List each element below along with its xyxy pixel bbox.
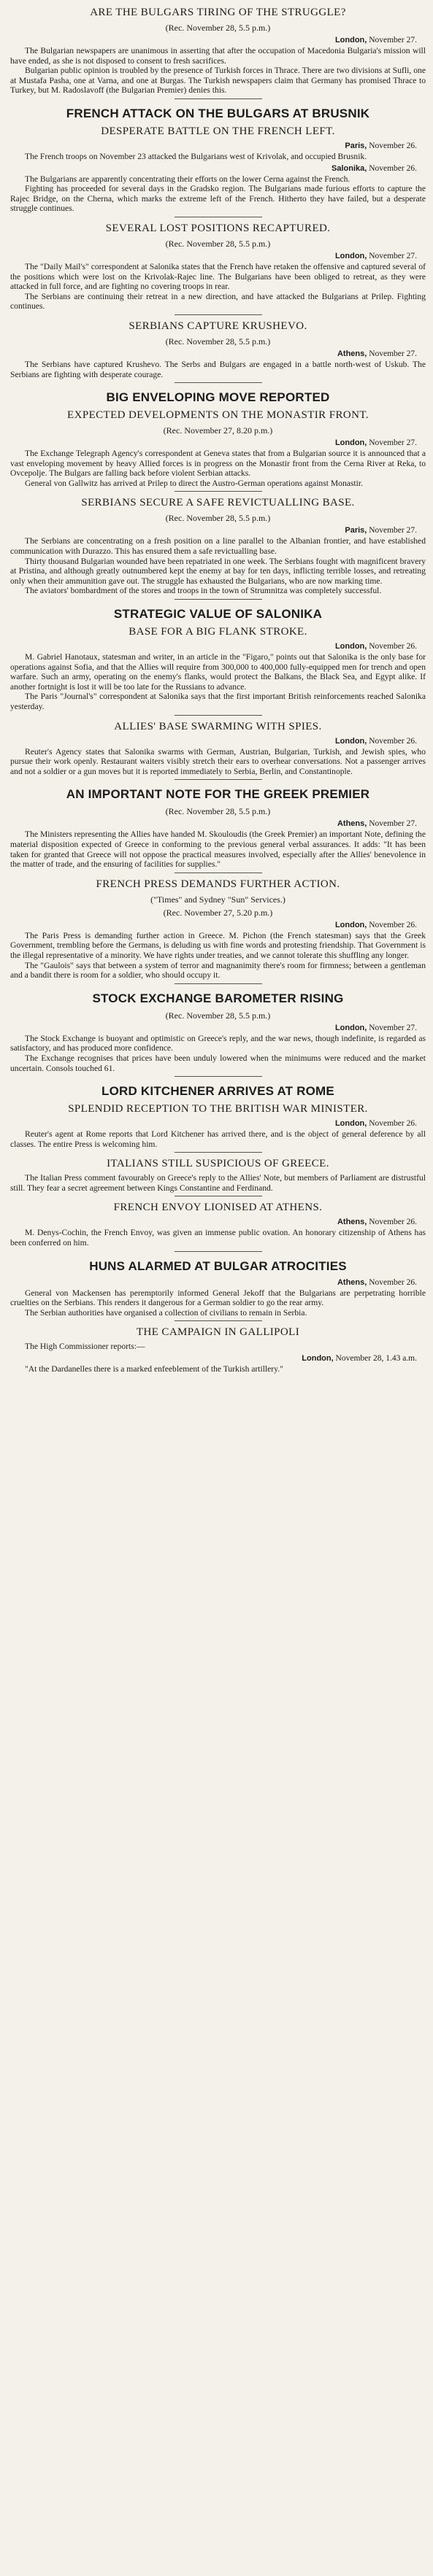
dateline-date: November 27. xyxy=(369,349,417,358)
news-article xyxy=(10,1084,426,1149)
article-paragraph: The "Daily Mail's" correspondent at Salonika states that the French have retaken the offensive and captured several of the positions which were lost on the Krivolak-Rajec line. The Bulgarians have been obliged to retreat, as they were attacked in full force, and are fighting no covering troops in rear. xyxy=(10,261,426,292)
news-article xyxy=(10,107,426,214)
news-article xyxy=(10,1157,426,1193)
dateline-date: November 26. xyxy=(369,163,417,173)
dateline-city: London, xyxy=(302,1354,334,1364)
headline: THE CAMPAIGN IN GALLIPOLI xyxy=(136,1326,300,1339)
dateline xyxy=(10,920,417,930)
dateline-city: Athens, xyxy=(337,1218,367,1227)
section-divider xyxy=(175,779,262,780)
headline: SERBIANS CAPTURE KRUSHEVO. xyxy=(129,320,307,332)
article-paragraph: Fighting has proceeded for several days in the Gradsko region. The Bulgarians made furious efforts to capture the Rajec Bridge, on the Cherna, which marks the extreme left of the French. Hitherto they have failed, but a desperate struggle continues. xyxy=(10,184,426,214)
headline: STOCK EXCHANGE BAROMETER RISING xyxy=(92,991,344,1005)
article-paragraph: The Serbians are concentrating on a fresh position on a line parallel to the Albanian frontier, and have established communication with Durazzo. This has ensured them a safe revictualling base. xyxy=(10,536,426,557)
news-article xyxy=(10,787,426,869)
dateline-city: London, xyxy=(334,36,367,45)
article-paragraph: The Bulgarians are apparently concentrating their efforts on the lower Cerna against the French. xyxy=(25,174,350,184)
dateline xyxy=(10,163,417,174)
dateline-city: Paris, xyxy=(345,526,367,535)
headline: BIG ENVELOPING MOVE REPORTED xyxy=(106,390,330,405)
section-divider xyxy=(175,983,262,984)
received-timestamp: (Rec. November 27, 8.20 p.m.) xyxy=(163,425,273,436)
article-paragraph: Thirty thousand Bulgarian wounded have been repatriated in one week. The Serbians fought with magnificent bravery at Pristina, and although greatly outnumbered kept the enemy at bay for ten days, inflicting terrible losses, and retreating only when their ammunition gave out. The struggle has exhausted the Bulgarians, who are now marking time. xyxy=(10,556,426,586)
dateline-date: November 27. xyxy=(369,819,417,829)
dateline-date: November 26. xyxy=(369,1119,417,1129)
headline: AN IMPORTANT NOTE FOR THE GREEK PREMIER xyxy=(66,787,370,802)
headline: STRATEGIC VALUE OF SALONIKA xyxy=(113,607,323,622)
article-paragraph: The "Gaulois" says that between a system of terror and magnanimity there's room for firmness; between a gentleman and a bandit there is room for a soldier, who should occupy it. xyxy=(10,960,426,980)
news-article xyxy=(10,607,426,712)
dateline-date: November 27. xyxy=(369,526,417,535)
section-divider xyxy=(175,1076,262,1077)
headline: LORD KITCHENER ARRIVES AT ROME xyxy=(101,1084,334,1099)
news-article xyxy=(10,1326,426,1374)
article-paragraph: The Exchange recognises that prices have been unduly lowered when the minimums were reduced and the market uncertain. Consols touched 61. xyxy=(10,1053,426,1073)
article-paragraph: The Ministers representing the Allies have handed M. Skouloudis (the Greek Premier) an important Note, defining the material disposition expected of Greece in conforming to the previous general verbal assurances. It adds: "It has been taken for granted that Greece will not oppose the practical measures involved, especially after the Allies' benevolence in the matter of trade, and the ensuring of facilities for supplies." xyxy=(10,829,426,870)
section-divider xyxy=(175,1152,262,1153)
subheadline: DESPERATE BATTLE ON THE FRENCH LEFT. xyxy=(101,125,335,137)
dateline xyxy=(10,1277,417,1288)
wire-sources: ("Times" and Sydney "Sun" Services.) xyxy=(150,894,286,905)
dateline xyxy=(10,1118,417,1129)
dateline xyxy=(10,525,417,535)
dateline xyxy=(10,819,417,829)
dateline-date: November 27. xyxy=(369,36,417,45)
section-divider xyxy=(175,1320,262,1321)
subheadline: SPLENDID RECEPTION TO THE BRITISH WAR MINISTER. xyxy=(68,1103,368,1115)
dateline xyxy=(10,251,417,261)
article-paragraph: M. Gabriel Hanotaux, statesman and writer, in an article in the "Figaro," points out that Salonika is the only base for operations against Sofia, and that the Allies will require from 300,000 to 400,000 fully-equipped men for trench and open warfare. Such an army, operating on the enemy's flanks, would protect the Balkans, the Black Sea, and Egypt alike. If another fortnight is lost it will be too late for the Russians to advance. xyxy=(10,652,426,692)
section-divider xyxy=(175,314,262,315)
dateline xyxy=(10,141,417,151)
received-timestamp: (Rec. November 28, 5.5 p.m.) xyxy=(165,336,271,347)
article-paragraph: The aviators' bombardment of the stores and troops in the town of Strumnitza was completely successful. xyxy=(25,586,382,596)
headline: HUNS ALARMED AT BULGAR ATROCITIES xyxy=(89,1258,347,1273)
subheadline: BASE FOR A BIG FLANK STROKE. xyxy=(129,626,307,638)
dateline-date: November 27. xyxy=(369,251,417,260)
headline: FRENCH ENVOY LIONISED AT ATHENS. xyxy=(113,1202,323,1214)
dateline-city: Salonika, xyxy=(332,163,367,173)
received-timestamp: (Rec. November 28, 5.5 p.m.) xyxy=(165,238,271,249)
dateline-city: London, xyxy=(334,438,367,448)
news-article xyxy=(10,6,426,96)
news-article xyxy=(10,222,426,312)
dateline-date: November 26. xyxy=(369,920,417,929)
dateline xyxy=(10,1353,417,1364)
article-paragraph: The Stock Exchange is buoyant and optimistic on Greece's reply, and the war news, though indefinite, is regarded as satisfactory, and has produced more confidence. xyxy=(10,1033,426,1053)
article-paragraph: The Serbian authorities have organised a collection of civilians to remain in Serbia. xyxy=(25,1307,307,1318)
dateline xyxy=(10,1023,417,1033)
dateline-date: November 28, 1.43 a.m. xyxy=(335,1354,417,1364)
article-paragraph: General von Mackensen has peremptorily informed General Jekoff that the Bulgarians are perpetrating horrible cruelties on the Serbians. This renders it dangerous for a German soldier to go the rear army. xyxy=(10,1288,426,1308)
article-paragraph: M. Denys-Cochin, the French Envoy, was given an immense public ovation. An honorary citizenship of Athens has been conferred on him. xyxy=(10,1228,426,1248)
article-paragraph: The Serbians are continuing their retreat in a new direction, and have attacked the Bulgarians at Prilep. Fighting continues. xyxy=(10,291,426,312)
dateline-city: London, xyxy=(334,736,367,746)
headline: FRENCH PRESS DEMANDS FURTHER ACTION. xyxy=(96,878,340,890)
article-paragraph: "At the Dardanelles there is a marked enfeeblement of the Turkish artillery." xyxy=(25,1364,283,1374)
news-article xyxy=(10,320,426,379)
received-timestamp: (Rec. November 27, 5.20 p.m.) xyxy=(163,907,273,918)
section-divider xyxy=(175,491,262,492)
news-article xyxy=(10,496,426,596)
dateline-city: Paris, xyxy=(345,141,367,150)
dateline-date: November 26. xyxy=(369,1218,417,1227)
article-paragraph: The Italian Press comment favourably on Greece's reply to the Allies' Note, but members of Parliament are distrustful still. They fear a secret agreement between Kings Constantine and Ferdinand. xyxy=(10,1173,426,1193)
dateline-date: November 26. xyxy=(369,141,417,150)
dateline xyxy=(10,35,417,45)
article-paragraph: Bulgarian public opinion is troubled by the presence of Turkish forces in Thrace. There are two divisions at Sufli, one at Mustafa Pasha, one at Varna, and one at Burgas. The Turkish newspapers claim that Germany has promised Thrace to Turkey, but M. Radoslavoff (the Bulgarian Premier) denies this. xyxy=(10,66,426,96)
news-article xyxy=(10,878,426,980)
section-divider xyxy=(175,1251,262,1252)
headline: ARE THE BULGARS TIRING OF THE STRUGGLE? xyxy=(90,7,346,18)
news-article xyxy=(10,1259,426,1318)
article-intro: The High Commissioner reports:— xyxy=(25,1342,145,1352)
dateline xyxy=(10,1217,417,1227)
news-article xyxy=(10,390,426,488)
article-paragraph: General von Gallwitz has arrived at Prilep to direct the Austro-German operations against Monastir. xyxy=(25,478,363,488)
article-paragraph: The Paris Press is demanding further action in Greece. M. Pichon (the French statesman) says that the Greek Government, trembling before the Germans, is deluding us with fine words and protesting friendship. That Government is the illegal representative of a minority. We have rights under treaties, and we cannot tolerate this shuffling any longer. xyxy=(10,930,426,960)
article-paragraph: The French troops on November 23 attacked the Bulgarians west of Krivolak, and occupied Brusnik. xyxy=(25,151,367,161)
section-divider xyxy=(175,98,262,99)
news-article xyxy=(10,1201,426,1248)
article-paragraph: Reuter's agent at Rome reports that Lord Kitchener has arrived there, and is the object of general deference by all classes. The entire Press is welcoming him. xyxy=(10,1129,426,1149)
dateline xyxy=(10,438,417,448)
dateline-city: Athens, xyxy=(337,1277,367,1287)
received-timestamp: (Rec. November 28, 5.5 p.m.) xyxy=(165,23,271,33)
received-timestamp: (Rec. November 28, 5.5 p.m.) xyxy=(165,513,271,524)
dateline-date: November 26. xyxy=(369,642,417,651)
dateline xyxy=(10,736,417,746)
received-timestamp: (Rec. November 28, 5.5 p.m.) xyxy=(165,806,271,817)
dateline xyxy=(10,641,417,651)
dateline-date: November 27. xyxy=(369,438,417,448)
news-article xyxy=(10,720,426,777)
section-divider xyxy=(175,599,262,600)
dateline-date: November 26. xyxy=(369,736,417,746)
dateline-city: London, xyxy=(334,251,367,260)
headline: ALLIES' BASE SWARMING WITH SPIES. xyxy=(114,720,322,732)
section-divider xyxy=(175,382,262,383)
dateline-date: November 26. xyxy=(369,1277,417,1287)
dateline-city: London, xyxy=(334,920,367,929)
article-paragraph: The Bulgarian newspapers are unanimous in asserting that after the occupation of Macedonia Bulgaria's mission will have ended, as she is not disposed to consent to fresh sacrifices. xyxy=(10,46,426,66)
subheadline: EXPECTED DEVELOPMENTS ON THE MONASTIR FRONT. xyxy=(67,409,369,422)
dateline xyxy=(10,349,417,359)
dateline-city: London, xyxy=(334,1119,367,1129)
headline: FRENCH ATTACK ON THE BULGARS AT BRUSNIK xyxy=(66,106,370,120)
dateline-city: Athens, xyxy=(337,819,367,829)
received-timestamp: (Rec. November 28, 5.5 p.m.) xyxy=(165,1010,271,1021)
article-paragraph: The Exchange Telegraph Agency's correspondent at Geneva states that from a Bulgarian source it is announced that a vast enveloping movement by heavy Allied forces is in progress on the Monastir front from the Cerna River at Reka, to Ovcepolje. The Bulgars are falling back before violent Serbian attacks. xyxy=(10,449,426,479)
dateline-city: London, xyxy=(334,1023,367,1032)
news-article xyxy=(10,991,426,1073)
section-divider xyxy=(175,715,262,716)
headline: SEVERAL LOST POSITIONS RECAPTURED. xyxy=(105,222,331,234)
dateline-date: November 27. xyxy=(369,1023,417,1032)
dateline-city: Athens, xyxy=(337,349,367,358)
article-paragraph: The Serbians have captured Krushevo. The Serbs and Bulgars are engaged in a battle north-west of Uskub. The Serbians are fighting with desperate courage. xyxy=(10,359,426,379)
headline: ITALIANS STILL SUSPICIOUS OF GREECE. xyxy=(107,1158,329,1170)
dateline-city: London, xyxy=(334,642,367,651)
article-paragraph: Reuter's Agency states that Salonika swarms with German, Austrian, Bulgarian, Turkish, and Jewish spies, who pursue their work openly. Restaurant waiters visibly stretch their ears to overhear conversations. Not a passenger arrives and not a soldier or a gun moves but it is reported immediately to Serbia, Berlin, and Constantinople. xyxy=(10,746,426,776)
headline: SERBIANS SECURE A SAFE REVICTUALLING BASE. xyxy=(81,497,355,509)
article-paragraph: The Paris "Journal's" correspondent at Salonika says that the first important British reinforcements reached Salonika yesterday. xyxy=(10,692,426,711)
